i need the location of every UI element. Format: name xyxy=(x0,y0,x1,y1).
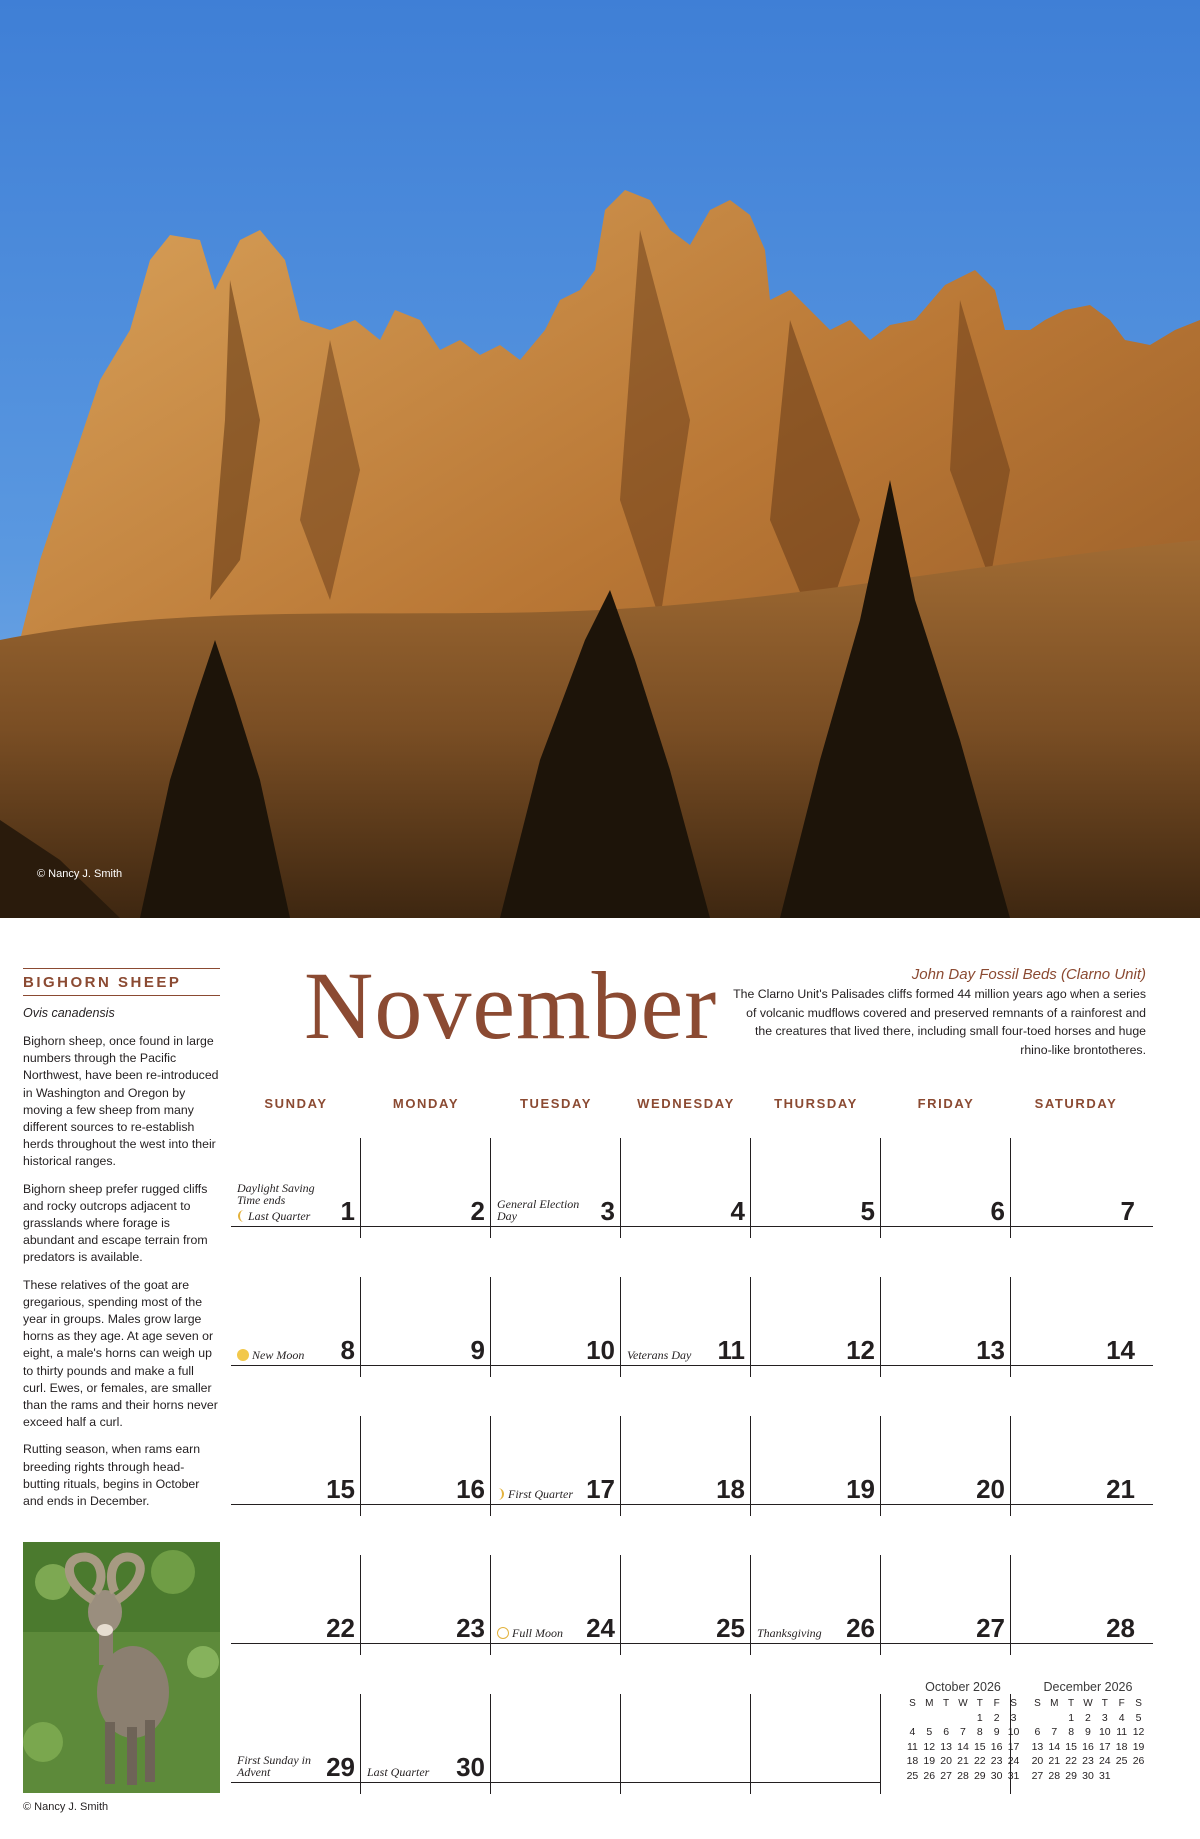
mini-calendar-day: 2 xyxy=(993,1711,1000,1724)
day-number: 2 xyxy=(470,1196,485,1226)
sidebar-paragraph: Bighorn sheep, once found in large numbers through the Pacific Northwest, have been re-introduced in Washington and Oregon by moving a few sheep from many different sources to re-establish herds throughout the west into their historical ranges. xyxy=(23,1034,219,1169)
day-number: 28 xyxy=(1106,1613,1135,1643)
day-cell xyxy=(751,1416,881,1504)
mini-calendar-title: December 2026 xyxy=(1043,1680,1133,1694)
mini-calendar-day: 23 xyxy=(1082,1755,1094,1768)
mini-calendar-next-month xyxy=(1029,1680,1147,1783)
day-cell xyxy=(491,1277,621,1365)
mini-calendar-weekday: T xyxy=(976,1697,983,1709)
mini-calendar-day: 2 xyxy=(1085,1711,1091,1724)
holiday-label: Last Quarter xyxy=(367,1765,430,1779)
mini-calendar-day: 22 xyxy=(1065,1755,1077,1768)
mini-calendar-day: 5 xyxy=(1135,1711,1142,1724)
day-number: 8 xyxy=(340,1335,355,1365)
mini-calendar-day: 22 xyxy=(973,1755,986,1768)
mini-calendar-weekday: T xyxy=(1068,1697,1075,1709)
mini-calendar-day xyxy=(921,1711,938,1726)
mini-calendar-day: 20 xyxy=(940,1755,952,1768)
day-cell xyxy=(621,1277,751,1365)
day-number: 19 xyxy=(846,1474,875,1504)
mini-calendar-day: 14 xyxy=(1048,1740,1061,1753)
mini-calendar-day: 25 xyxy=(1115,1755,1128,1768)
mini-calendar-weekday: M xyxy=(925,1697,934,1709)
mini-calendar-day: 28 xyxy=(957,1769,969,1782)
weekday-tuesday: TUESDAY xyxy=(519,1096,593,1111)
mini-calendar-day: 4 xyxy=(909,1726,916,1739)
mini-calendar-day: 21 xyxy=(957,1755,969,1768)
sidebar xyxy=(23,968,220,1510)
day-number: 1 xyxy=(340,1196,355,1226)
day-cell xyxy=(621,1138,751,1226)
mini-calendar-day: 20 xyxy=(1031,1755,1044,1768)
mini-calendar-day xyxy=(904,1711,921,1726)
weekday-thursday: THURSDAY xyxy=(774,1096,858,1111)
mini-calendar-weekday: F xyxy=(1118,1697,1125,1709)
day-cell xyxy=(491,1555,621,1643)
mini-calendar-day: 8 xyxy=(976,1726,983,1739)
day-cell xyxy=(881,1555,1011,1643)
day-note xyxy=(497,1627,592,1639)
day-cell xyxy=(881,1138,1011,1226)
mini-calendar-day: 31 xyxy=(1007,1769,1020,1782)
mini-calendar-weekday: S xyxy=(909,1697,916,1709)
mini-calendar-table xyxy=(1029,1696,1147,1783)
mini-calendar-day: 16 xyxy=(990,1740,1003,1753)
month-title: November xyxy=(304,952,718,1059)
mini-calendar-day: 29 xyxy=(973,1769,986,1782)
day-cell xyxy=(621,1416,751,1504)
moon-phase-label: Full Moon xyxy=(512,1626,563,1640)
mini-calendar-weekday: T xyxy=(943,1697,950,1709)
mini-calendar-day xyxy=(1046,1711,1063,1726)
mini-calendar-day: 14 xyxy=(957,1740,969,1753)
mini-calendar-day: 6 xyxy=(943,1726,950,1739)
weekday-friday: FRIDAY xyxy=(917,1096,975,1111)
sidebar-title: BIGHORN SHEEP xyxy=(23,974,182,991)
day-cell xyxy=(231,1555,361,1643)
day-number: 30 xyxy=(456,1752,485,1782)
day-note xyxy=(757,1627,852,1639)
mini-calendar-day: 1 xyxy=(976,1711,983,1724)
week-divider xyxy=(231,1365,1153,1366)
moon-phase-label: Last Quarter xyxy=(248,1209,311,1223)
bighorn-sheep-photo xyxy=(23,1542,220,1793)
day-number: 15 xyxy=(326,1474,355,1504)
day-number: 13 xyxy=(976,1335,1005,1365)
day-cell xyxy=(751,1694,881,1782)
mini-calendar-day: 18 xyxy=(1115,1740,1128,1753)
sidebar-paragraph: These relatives of the goat are gregarious, spending most of the year in groups. Males grow large horns as they age. At age seven or eight, a male's horns can weigh up to thirty pounds and make a full curl. Ewes, or females, are smaller than the rams and their horns never exceed half a curl. xyxy=(23,1277,218,1430)
day-number: 29 xyxy=(326,1752,355,1782)
day-number: 4 xyxy=(730,1196,745,1226)
palisades-cliffs-image xyxy=(0,0,1200,918)
mini-calendar-day: 3 xyxy=(1101,1711,1108,1724)
mini-calendar-day: 5 xyxy=(926,1726,933,1739)
mini-calendar-table xyxy=(904,1696,1022,1783)
day-number: 14 xyxy=(1106,1335,1135,1365)
holiday-label: General Election Day xyxy=(497,1197,580,1223)
mini-calendar-day: 26 xyxy=(1132,1755,1145,1768)
day-note xyxy=(627,1349,722,1361)
mini-calendar-day: 3 xyxy=(1010,1711,1017,1724)
mini-calendar-day: 27 xyxy=(940,1769,952,1782)
day-cell xyxy=(231,1138,361,1226)
day-cell xyxy=(361,1555,491,1643)
day-note xyxy=(497,1488,592,1500)
moon-phase-line xyxy=(237,1210,332,1222)
day-number: 5 xyxy=(860,1196,875,1226)
day-number: 10 xyxy=(586,1335,615,1365)
mini-calendar-day: 13 xyxy=(1031,1740,1044,1753)
day-number: 9 xyxy=(470,1335,485,1365)
day-cell xyxy=(361,1416,491,1504)
mini-calendar-weekday: S xyxy=(1010,1697,1017,1709)
mini-calendar-day: 7 xyxy=(1051,1726,1058,1739)
moon-phase-label: New Moon xyxy=(252,1348,305,1362)
day-cell xyxy=(491,1138,621,1226)
holiday-label: Veterans Day xyxy=(627,1348,692,1362)
mini-calendar-day: 26 xyxy=(923,1769,936,1782)
mini-calendar-day: 15 xyxy=(1065,1740,1077,1753)
day-cell xyxy=(751,1138,881,1226)
day-number: 7 xyxy=(1120,1196,1135,1226)
day-number: 22 xyxy=(326,1613,355,1643)
sidebar-rule-bottom xyxy=(23,995,220,996)
mini-calendar-day: 11 xyxy=(1116,1726,1128,1739)
mini-calendar-day: 17 xyxy=(1098,1740,1111,1753)
day-note xyxy=(367,1766,462,1778)
day-cell xyxy=(1011,1138,1141,1226)
mini-calendar-day: 19 xyxy=(923,1755,936,1768)
day-note xyxy=(237,1754,332,1778)
caption-text: The Clarno Unit's Palisades cliffs formed 44 million years ago when a series of volcanic mudflows covered and preserved remnants of a rainforest and the creatures that lived there, including small four-toed horses and huge rhino-like brontotheres. xyxy=(733,987,1146,1057)
mini-calendar-day: 9 xyxy=(1085,1726,1091,1739)
new-moon-icon xyxy=(237,1349,249,1361)
day-cell xyxy=(361,1277,491,1365)
day-number: 23 xyxy=(456,1613,485,1643)
day-cell xyxy=(881,1416,1011,1504)
mini-calendar-weekday: S xyxy=(1135,1697,1142,1709)
day-cell xyxy=(361,1138,491,1226)
mini-calendar-day: 12 xyxy=(923,1740,936,1753)
day-number: 3 xyxy=(600,1196,615,1226)
day-number: 27 xyxy=(976,1613,1005,1643)
mini-calendar-day: 9 xyxy=(993,1726,1000,1739)
mini-calendar-day xyxy=(938,1711,955,1726)
holiday-label: First Sunday in Advent xyxy=(237,1753,311,1779)
day-cell xyxy=(1011,1277,1141,1365)
day-cell xyxy=(881,1277,1011,1365)
weekday-monday: MONDAY xyxy=(392,1096,460,1111)
mini-calendar-day: 25 xyxy=(906,1769,919,1782)
day-number: 17 xyxy=(586,1474,615,1504)
sidebar-paragraph: Bighorn sheep prefer rugged cliffs and rocky outcrops adjacent to grasslands where forage is abundant and escape terrain from predators is available. xyxy=(23,1181,208,1265)
mini-calendar-day: 11 xyxy=(906,1740,918,1753)
header-photo xyxy=(0,0,1200,918)
mini-calendar-day: 17 xyxy=(1007,1740,1020,1753)
mini-calendar-day: 21 xyxy=(1048,1755,1061,1768)
mini-calendar-day: 16 xyxy=(1082,1740,1094,1753)
day-note xyxy=(497,1198,592,1222)
sidebar-latin-name: Ovis canadensis xyxy=(23,1006,115,1020)
day-cell xyxy=(231,1277,361,1365)
day-number: 21 xyxy=(1106,1474,1135,1504)
day-cell xyxy=(231,1694,361,1782)
holiday-label: Daylight Saving Time ends xyxy=(237,1181,315,1207)
day-cell xyxy=(361,1694,491,1782)
mini-calendar-day: 15 xyxy=(973,1740,986,1753)
day-cell xyxy=(621,1555,751,1643)
last-quarter-moon-icon xyxy=(237,1210,245,1222)
mini-calendar-day: 12 xyxy=(1132,1726,1145,1739)
photo-caption xyxy=(726,966,1146,1059)
sheep-photo-credit: © Nancy J. Smith xyxy=(23,1801,109,1813)
mini-calendar-day: 29 xyxy=(1065,1769,1077,1782)
full-moon-icon xyxy=(497,1627,509,1639)
mini-calendar-day: 4 xyxy=(1118,1711,1125,1724)
day-note xyxy=(237,1182,332,1222)
mini-calendar-weekday: W xyxy=(958,1697,968,1709)
day-number: 11 xyxy=(717,1335,745,1365)
mini-calendar-weekday: F xyxy=(993,1697,1000,1709)
mini-calendar-day: 18 xyxy=(906,1755,919,1768)
day-number: 20 xyxy=(976,1474,1005,1504)
mini-calendar-title: October 2026 xyxy=(925,1680,1001,1694)
mini-calendar-day: 6 xyxy=(1034,1726,1041,1739)
day-cell xyxy=(491,1694,621,1782)
bighorn-sheep-image xyxy=(23,1542,220,1793)
week-divider xyxy=(231,1504,1153,1505)
mini-calendar-day: 23 xyxy=(990,1755,1003,1768)
weekday-sunday: SUNDAY xyxy=(264,1096,328,1111)
day-cell xyxy=(491,1416,621,1504)
caption-title: John Day Fossil Beds (Clarno Unit) xyxy=(911,966,1146,983)
day-cell xyxy=(1011,1416,1141,1504)
day-number: 24 xyxy=(586,1613,615,1643)
photo-credit: © Nancy J. Smith xyxy=(37,868,123,880)
weekday-wednesday: WEDNESDAY xyxy=(637,1096,735,1111)
mini-calendar-day: 10 xyxy=(1007,1726,1020,1739)
day-cell xyxy=(231,1416,361,1504)
mini-calendar-day: 10 xyxy=(1098,1726,1111,1739)
mini-calendar-day: 24 xyxy=(1007,1755,1020,1768)
day-number: 26 xyxy=(846,1613,875,1643)
week-divider xyxy=(231,1782,881,1783)
day-number: 12 xyxy=(846,1335,875,1365)
weekday-header-row xyxy=(231,1096,1153,1116)
week-divider xyxy=(231,1643,1153,1644)
day-number: 6 xyxy=(990,1196,1005,1226)
mini-calendar-weekday: S xyxy=(1034,1697,1041,1709)
day-cell xyxy=(621,1694,751,1782)
weekday-saturday: SATURDAY xyxy=(1034,1096,1118,1111)
mini-calendar-day xyxy=(1029,1711,1046,1726)
mini-calendar-weekday: T xyxy=(1101,1697,1108,1709)
day-number: 16 xyxy=(456,1474,485,1504)
mini-calendar-previous-month xyxy=(904,1680,1022,1783)
mini-calendar-day xyxy=(1113,1769,1130,1784)
mini-calendar-day: 27 xyxy=(1031,1769,1044,1782)
mini-calendar-day: 1 xyxy=(1068,1711,1075,1724)
mini-calendar-weekday: M xyxy=(1050,1697,1059,1709)
day-cell xyxy=(751,1277,881,1365)
holiday-label: Thanksgiving xyxy=(757,1626,822,1640)
mini-calendar-day: 19 xyxy=(1132,1740,1145,1753)
mini-calendar-day: 7 xyxy=(960,1726,966,1739)
mini-calendar-day xyxy=(1130,1769,1147,1784)
mini-calendar-day xyxy=(955,1711,972,1726)
mini-calendar-day: 30 xyxy=(1082,1769,1094,1782)
sidebar-paragraph: Rutting season, when rams earn breeding rights through head-butting rituals, begins in October and ends in December. xyxy=(23,1442,201,1509)
day-cell xyxy=(751,1555,881,1643)
mini-calendar-day: 8 xyxy=(1068,1726,1075,1739)
day-note xyxy=(237,1349,332,1361)
day-cell xyxy=(1011,1555,1141,1643)
week-divider xyxy=(231,1226,1153,1227)
day-number: 25 xyxy=(716,1613,745,1643)
moon-phase-label: First Quarter xyxy=(508,1487,574,1501)
mini-calendar-day: 30 xyxy=(990,1769,1003,1782)
day-number: 18 xyxy=(716,1474,745,1504)
mini-calendar-day: 24 xyxy=(1098,1755,1111,1768)
mini-calendar-weekday: W xyxy=(1083,1697,1093,1709)
first-quarter-moon-icon xyxy=(497,1488,505,1500)
mini-calendar-day: 28 xyxy=(1048,1769,1061,1782)
mini-calendar-day: 13 xyxy=(940,1740,952,1753)
mini-calendar-day: 31 xyxy=(1098,1769,1111,1782)
